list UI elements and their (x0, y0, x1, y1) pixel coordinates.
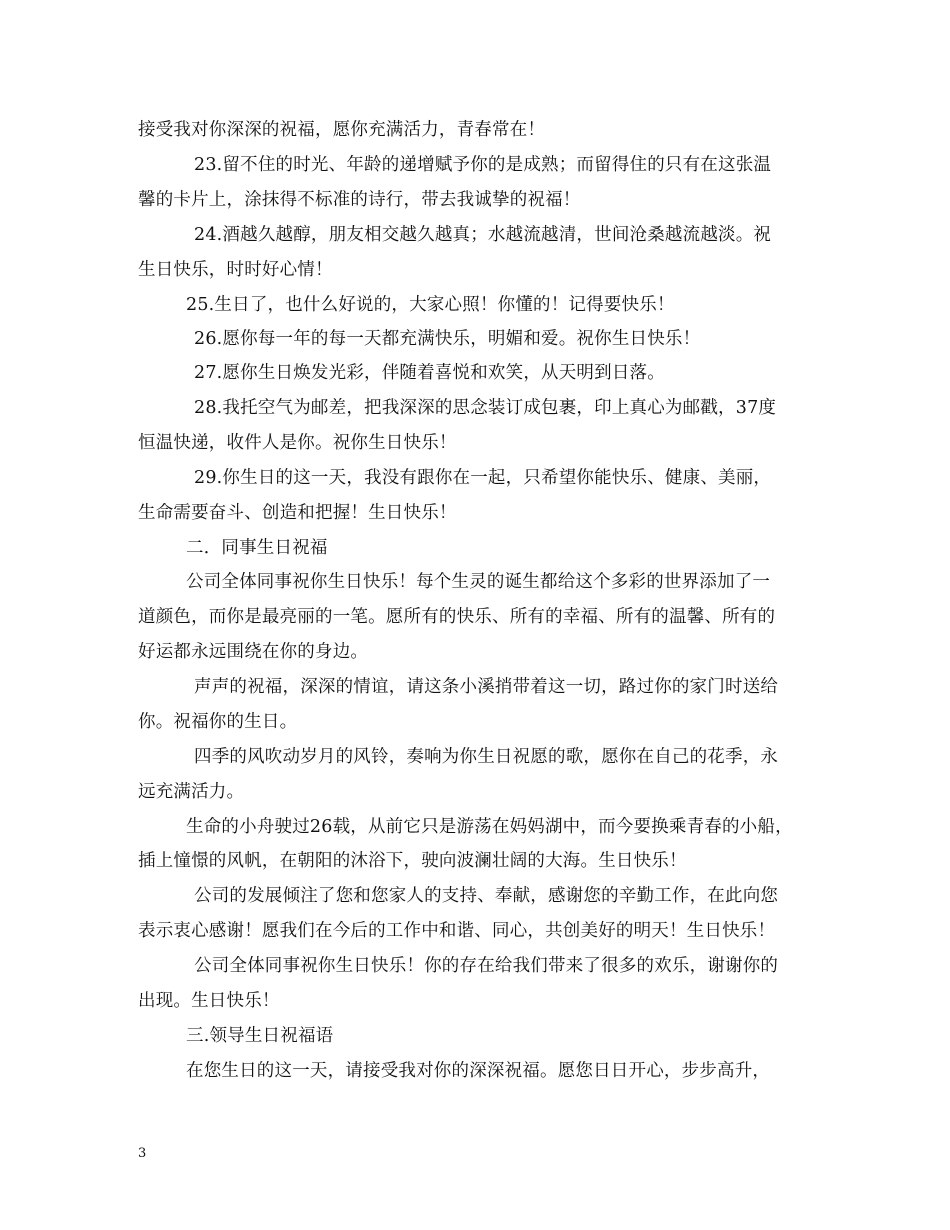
text-line: 插上憧憬的风帆，在朝阳的沐浴下，驶向波澜壮阔的大海。生日快乐！ (138, 851, 687, 871)
text-line: 公司的发展倾注了您和您家人的支持、奉献，感谢您的辛勤工作，在此向您 (194, 886, 779, 906)
text-line: 四季的风吹动岁月的风铃，奏响为你生日祝愿的歌，愿你在自己的花季，永 (194, 747, 779, 767)
text-line: 27.愿你生日焕发光彩，伴随着喜悦和欢笑，从天明到日落。 (194, 363, 665, 383)
text-line: 公司全体同事祝你生日快乐！你的存在给我们带来了很多的欢乐，谢谢你的 (194, 956, 779, 976)
text-line: 好运都永远围绕在你的身边。 (138, 642, 369, 662)
text-line: 29.你生日的这一天，我没有跟你在一起，只希望你能快乐、健康、美丽， (194, 468, 772, 488)
text-line: 28.我托空气为邮差，把我深深的思念装订成包裹，印上真心为邮戳，37度 (194, 398, 777, 418)
text-line: 生命的小舟驶过26载，从前它只是游荡在妈妈湖中，而今要换乘青春的小船， (186, 817, 793, 837)
text-line: 远充满活力。 (138, 782, 245, 802)
text-line: 24.酒越久越醇，朋友相交越久越真；水越流越清，世间沧桑越流越淡。祝 (194, 225, 772, 245)
text-line: 接受我对你深深的祝福，愿你充满活力，青春常在！ (138, 120, 546, 140)
text-line: 出现。生日快乐！ (138, 991, 280, 1011)
text-line: 在您生日的这一天，请接受我对你的深深祝福。愿您日日开心，步步高升， (186, 1061, 771, 1081)
text-line: 恒温快递，收件人是你。祝你生日快乐！ (138, 433, 457, 453)
text-line: 道颜色，而你是最亮丽的一笔。愿所有的快乐、所有的幸福、所有的温馨、所有的 (138, 607, 776, 627)
text-line: 26.愿你每一年的每一天都充满快乐，明媚和爱。祝你生日快乐！ (194, 329, 701, 349)
text-line: 生日快乐，时时好心情！ (138, 260, 333, 280)
text-line: 公司全体同事祝你生日快乐！每个生灵的诞生都给这个多彩的世界添加了一 (186, 572, 771, 592)
section-heading: 二．同事生日祝福 (186, 538, 328, 558)
page-number: 3 (138, 1146, 147, 1161)
text-line: 生命需要奋斗、创造和把握！生日快乐！ (138, 503, 457, 523)
text-line: 声声的祝福，深深的情谊，请这条小溪捎带着这一切，路过你的家门时送给 (194, 677, 779, 697)
text-line: 馨的卡片上，涂抹得不标准的诗行，带去我诚挚的祝福！ (138, 190, 581, 210)
text-line: 你。祝福你的生日。 (138, 712, 298, 732)
text-line: 表示衷心感谢！愿我们在今后的工作中和谐、同心，共创美好的明天！生日快乐！ (138, 921, 776, 941)
section-heading: 三.领导生日祝福语 (186, 1026, 334, 1046)
text-line: 23.留不住的时光、年龄的递增赋予你的是成熟；而留得住的只有在这张温 (194, 155, 772, 175)
text-line: 25.生日了，也什么好说的，大家心照！你懂的！记得要快乐！ (186, 295, 675, 315)
